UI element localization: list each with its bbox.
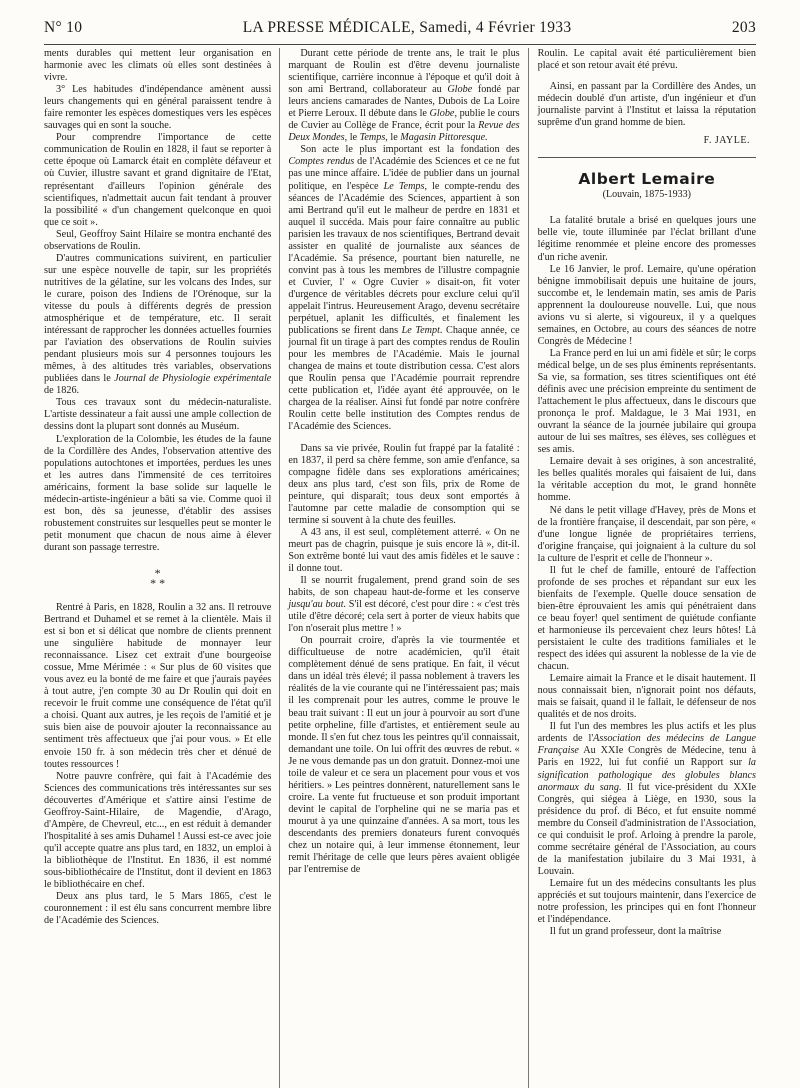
paragraph: Rentré à Paris, en 1828, Roulin a 32 ans. Il retrouve Bertrand et Duhamel et se remet à la clientèle. Mais il est si bon et si délicat que nombre de clients prennent une singulière habitude de monnayer leur reconnaissance. Lisez cet extrait d'une bourgeoise cossue, Mme Mérimée : « Sur plus de 60 visites que vous avez eu la bonté de me faire et que j'aurais payées à tout autre, j'en compte 30 au Dr Roulin qui doit en recevoir le fruit comme une conséquence de l'état qu'il a choisi. Quant aux autres, je les reçois de l'amitié et je suis bien aise de pouvoir ajouter la reconnaissance au sentiment très affectueux que j'ai pour vous. » Et elle envoie 150 fr. à son médecin très cher et dénué de toutes ressources !: [44, 601, 272, 770]
text-run: Il se nourrit frugalement, prend grand soin de ses habits, de son chapeau haut-de-forme et les conserve: [288, 575, 520, 599]
column-1: [44, 48, 280, 1088]
text-run: Au XXIe Congrès de Médecine, tenu à Paris en 1922, lui fut confié un Rapport sur: [537, 745, 756, 769]
journal-reference: Comptes rendus: [288, 156, 355, 168]
paragraph: Dans sa vie privée, Roulin fut frappé par la fatalité : en 1837, il perd sa chère femme, son amie d'enfance, sa compagne fidèle dans ses explorations américaines; deux ans plus tard, c'est son fils, prix de Rome de peinture, qui disparaît; tous deux sont emportés à l'automne par cette maladie de consomption qui se termine si souvent à la chute des feuilles.: [288, 442, 520, 526]
journal-reference: Magasin Pittoresque.: [400, 132, 488, 144]
paragraph: Lemaire devait à ses origines, à son ancestralité, les belles qualités morales qui faisaient de lui, dans la véritable acception du mot, le grand honnête homme.: [537, 456, 756, 504]
paragraph: L'exploration de la Colombie, les études de la faune de la Cordillère des Andes, l'observation attentive des populations autochtones et importées, perdues les unes et les autres dans l'immensité de ces territoires américains, forment la base solide sur laquelle le médecin-artiste-ingénieur a bâti sa vie. Comme quoi il est bon, dès sa jeunesse, d'établir des assises robustement construites sur lesquelles peut se monter le petit monument que chacun de nous aime à élever durant son passage terrestre.: [44, 433, 272, 553]
text-run: Il fut vice-président du XXIe Congrès, qui siégea à Liège, en 1930, sous la présidence du prof. di Béco, et fut ensuite nommé membre du Conseil d'administration de l'Association, ce qui conduisit le prof. Arloing à prendre la parole, comme secrétaire général de l'Association, au cours de la manifestation jubilaire du 3 Mai 1931, à Louvain.: [537, 781, 756, 877]
column-2: [280, 48, 528, 1088]
paragraph: Le 16 Janvier, le prof. Lemaire, qu'une opération bénigne immobilisait depuis une huitaine de jours, succombe et, le lendemain matin, ses amis de Paris apprennent la douloureuse nouvelle. Lui, que nous avions vu si alerte, si vigoureux, il y a quelques semaines, en Octobre, au cours des séances de notre Congrès de Médecine !: [537, 263, 756, 347]
text-run: , le: [344, 132, 360, 144]
text-run: de 1826.: [44, 385, 80, 397]
section-rule: [538, 157, 756, 158]
text-run: de l'Académie des Sciences et ce ne fut pas une mince affaire. L'idée de publier dans un journal politique, en l'espèce: [288, 156, 520, 192]
text-run: D'autres communications suivirent, en particulier sur une espèce nouvelle de tapir, sur les propriétés nutritives de la gélatine, sur les volcans des Indes, sur le curare, poison des Indiens de l'Orénoque, sur la vitesse du pouls à différents degrés de pression atmosphérique et de température, etc. Il serait intéressant de rapprocher les données actuelles fournies par l'aviation des observations de Roulin suivies pendant plusieurs mois sur 4 personnes toujours les mêmes, à des altitudes très variables, observations publiées dans le: [44, 252, 272, 385]
emphasis: la signification pathologique des globules blancs anormaux du sang.: [537, 757, 756, 793]
journal-reference: Temps: [359, 132, 386, 144]
paragraph: A 43 ans, il est seul, complètement atterré. « On ne meurt pas de chagrin, puisque je suis encore là », dit-il. Son extrême bonté lui vaut des amis fidèles et le sauve : il donne tout.: [288, 526, 520, 574]
paragraph: Pour comprendre l'importance de cette communication de Roulin en 1828, il faut se reporter à cette époque où Lamarck était en complète défaveur et où Cuvier, illustre savant et grand dignitaire de l'Etat, représentant d'ailleurs l'opinion générale des scientifiques, n'admettait aucun fait tendant à prouver la possibilité « d'un changement quelconque en quoi que ce soit ».: [44, 132, 272, 228]
text-run: , le: [385, 132, 401, 144]
obituary-subtitle: (Louvain, 1875-1933): [602, 189, 691, 201]
paragraph: La fatalité brutale a brisé en quelques jours une belle vie, toute illuminée par l'éclat brillant d'une légitime renommée et pleine encore des promesses d'un riche avenir.: [537, 215, 756, 263]
paragraph: [288, 48, 519, 144]
page-number: 203: [731, 19, 756, 36]
text-run: Il fut l'un des membres les plus actifs et les plus ardents de l': [537, 721, 756, 745]
obituary-title: Albert Lemaire: [578, 170, 716, 189]
paragraph: Deux ans plus tard, le 5 Mars 1865, c'est le couronnement : il est élu sans concurrent membre libre de l'Académie des Sciences.: [44, 891, 272, 927]
section-divider-stars: * * *: [150, 565, 166, 590]
column-3: [529, 48, 756, 1088]
emphasis: jusqu'au bout.: [288, 599, 347, 611]
text-run: fondé par leurs anciens camarades de Nantes, Dubois de La Loire et Pierre Leroux. Il débute dans le: [288, 84, 520, 120]
paragraph: Il fut un grand professeur, dont la maîtrise: [549, 926, 722, 938]
paragraph: Seul, Geoffroy Saint Hilaire se montra enchanté des observations de Roulin.: [44, 228, 272, 252]
emphasis: Association des médecins de Langue Française: [537, 733, 756, 757]
paragraph: Roulin. Le capital avait été particulièrement bien placé et son retour avait été prévu.: [537, 48, 756, 72]
paragraph: [288, 575, 519, 635]
paragraph: Tous ces travaux sont du médecin-naturaliste. L'artiste dessinateur a fait aussi une ample collection de dessins dont la plupart sont donnés au Muséum.: [44, 397, 272, 433]
author-signature: F. JAYLE.: [703, 135, 750, 147]
journal-reference: Revue des Deux Mondes: [288, 120, 520, 144]
paragraph: Il fut le chef de famille, entouré de l'affection profonde de ses proches et répandant sur eux les bienfaits de l'exemple. Quelle douce sensation de bien-être éprouvaient les amis qui pénétraient dans ce beau foyer! quel sentiment de quiétude confiante et harmonieuse ils percevaient chez leurs hôtes! Là persistaient le culte des traditions familiales et le respect des idées qui assurent la noblesse de la vie de chacun.: [537, 564, 756, 673]
issue-number: N° 10: [44, 19, 83, 36]
paragraph: Notre pauvre confrère, qui fait à l'Académie des Sciences des communications très intéressantes sur ses découvertes d'Amérique et s'attire ainsi l'estime de Geoffroy-Saint-Hilaire, de Magendie, d'Arago, d'Ampère, de Chevreul, etc..., en est réduit à demander l'hospitalité à ses amis Duhamel ! Aussi est-ce avec joie qu'il accepte quatre ans plus tard, en 1832, un emploi à la bibliothèque de l'Institut. En 1836, il est nommé sous-bibliothécaire de l'Institut, dont il devient en 1863 le bibliothécaire en chef.: [44, 770, 272, 891]
journal-reference: Globe: [429, 108, 455, 120]
article-columns: [44, 48, 756, 1088]
text-run: . Chaque année, ce journal fit un tirage à part des comptes rendus de Roulin pour les membres de l'Académie. Mais le journal changea de mains et toute distribution cessa. C'est alors que Roulin pensa que l'Académie pourrait reprendre cette publication et, l'idée ayant été approuvée, on le chargea de la réaliser. Ainsi fut fondé par notre confrère Roulin cette belle institution des Comptes rendus de l'Académie des Sciences.: [288, 325, 520, 433]
page-header: [44, 18, 756, 45]
paragraph: La France perd en lui un ami fidèle et sûr; le corps médical belge, un de ses plus éminents représentants. Sa vie, sa formation, ses titres scientifiques ont été définis avec une précision empreinte du sentiment de l'attachement le plus affectueux, dans le discours que prononça le prof. Maldague, le 3 Mai 1931, en ouvrant la séance de la journée jubilaire qui groupa autour de lui ses maîtres, ses élèves, ses collègues et ses amis.: [537, 347, 756, 456]
paragraph: [538, 721, 756, 878]
text-run: Durant cette période de trente ans, le trait le plus marquant de Roulin est d'être devenu journaliste scientifique, carrière inconnue à l'époque et qu'il doit à son ami Bertrand, collaborateur au: [288, 48, 520, 96]
paragraph: Ainsi, en passant par la Cordillère des Andes, un médecin doublé d'un artiste, d'un ingénieur et d'un journaliste parvint à l'Institut et laissa la réputation suprême d'un grand homme de bien.: [537, 81, 756, 129]
text-run: , publie le cours de Cuvier au Collège de France, écrit pour la: [288, 108, 520, 132]
paragraph: ments durables qui mettent leur organisation en harmonie avec les climats où elles sont destinées à vivre.: [44, 48, 272, 84]
text-run: , le compte-rendu des séances de l'Académie des Sciences, appartient à son ami Bertrand qu'il eut le malheur de perdre en 1831 et auquel il succéda. Mais pour faire connaître au public parisien les travaux de nos scientifiques, Bertrand devait assister en qualité de journaliste aux séances de l'Académie. Sa présence, pourtant bien naturelle, ne convint pas à tous les membres de l'illustre compagnie et Cuvier, l' « Ogre Cuvier » disait-on, fit voter d'urgence de véritables décrets pour exclure celui qu'il appelait l'intrus. Heureusement Arago, devenu secrétaire perpétuel, aplanit les difficultés, et finalement les publications se firent dans: [288, 180, 520, 337]
paragraph: [44, 253, 271, 398]
journal-title: LA PRESSE MÉDICALE, Samedi, 4 Février 1933: [242, 19, 572, 36]
paragraph: Né dans le petit village d'Havey, près de Mons et de la frontière française, il descendait, par son père, « d'une longue lignée de propriétaires terriens, d'origine française, qui joignaient à la culture du sol la culture de l'esprit et celle de l'honneur ».: [537, 504, 756, 564]
paragraph: 3° Les habitudes d'indépendance amènent aussi leurs changements qui en général paraissent tendre à faire remonter les espèces domestiques vers les espèces sauvages qui en sont la souche.: [44, 84, 272, 132]
text-run: Son acte le plus important est la fondation des: [300, 144, 520, 156]
journal-reference: Le Tempt: [401, 325, 440, 337]
journal-reference: Globe: [447, 84, 473, 96]
text-run: S'il est décoré, c'est pour dire : « c'est très utile d'être décoré; cela sert à porter de vieux habits que l'on n'oserait plus mettre ! »: [288, 599, 520, 635]
paragraph: [288, 144, 519, 433]
journal-reference: Journal de Physiologie expérimentale: [114, 373, 272, 385]
journal-reference: Le Temps: [383, 180, 425, 192]
paragraph: Lemaire fut un des médecins consultants les plus appréciés et sut toujours maintenir, dans l'exercice de notre profession, les principes qui en font l'honneur et l'indépendance.: [537, 877, 756, 926]
paragraph: Lemaire aimait la France et le disait hautement. Il nous connaissait bien, n'ignorait point nos défauts, mais se faisait, quand il le fallait, le défenseur de nos qualités et de nos droits.: [537, 673, 756, 721]
paragraph: On pourrait croire, d'après la vie tourmentée et difficultueuse de notre académicien, qu'il était complètement dénué de sens pratique. En fait, il vécut dans un idéal très élevé; il passa noblement à travers les réalités de la vie courante qui ne l'intéressaient pas; mais il les comprenait pour les autres, comme le prouve le beau trait suivant : Il eut un jour à pourvoir au sort d'une petite orpheline, fille d'artistes, et entièrement seule au monde. Il s'en fut chez tous les peintres qu'il connaissait, demandant une toile. On lui offrit des œuvres de rebut. « Je ne vous demande pas un don gratuit. Donnez-moi une toile de valeur et ce sera un placement pour vous et vos héritiers. » Les peintres donnèrent, naturellement sans le croire. La vente fut fructueuse et son produit important devint le capital de l'orpheline qui ne se maria pas et mourut à ya une quinzaine d'années. A sa mort, tous les descendants des premiers donateurs furent convoqués chez un notaire qui, à leur immense étonnement, leur remit l'héritage de celle que leurs pères avaient obligée par l'entremise de: [288, 635, 520, 876]
